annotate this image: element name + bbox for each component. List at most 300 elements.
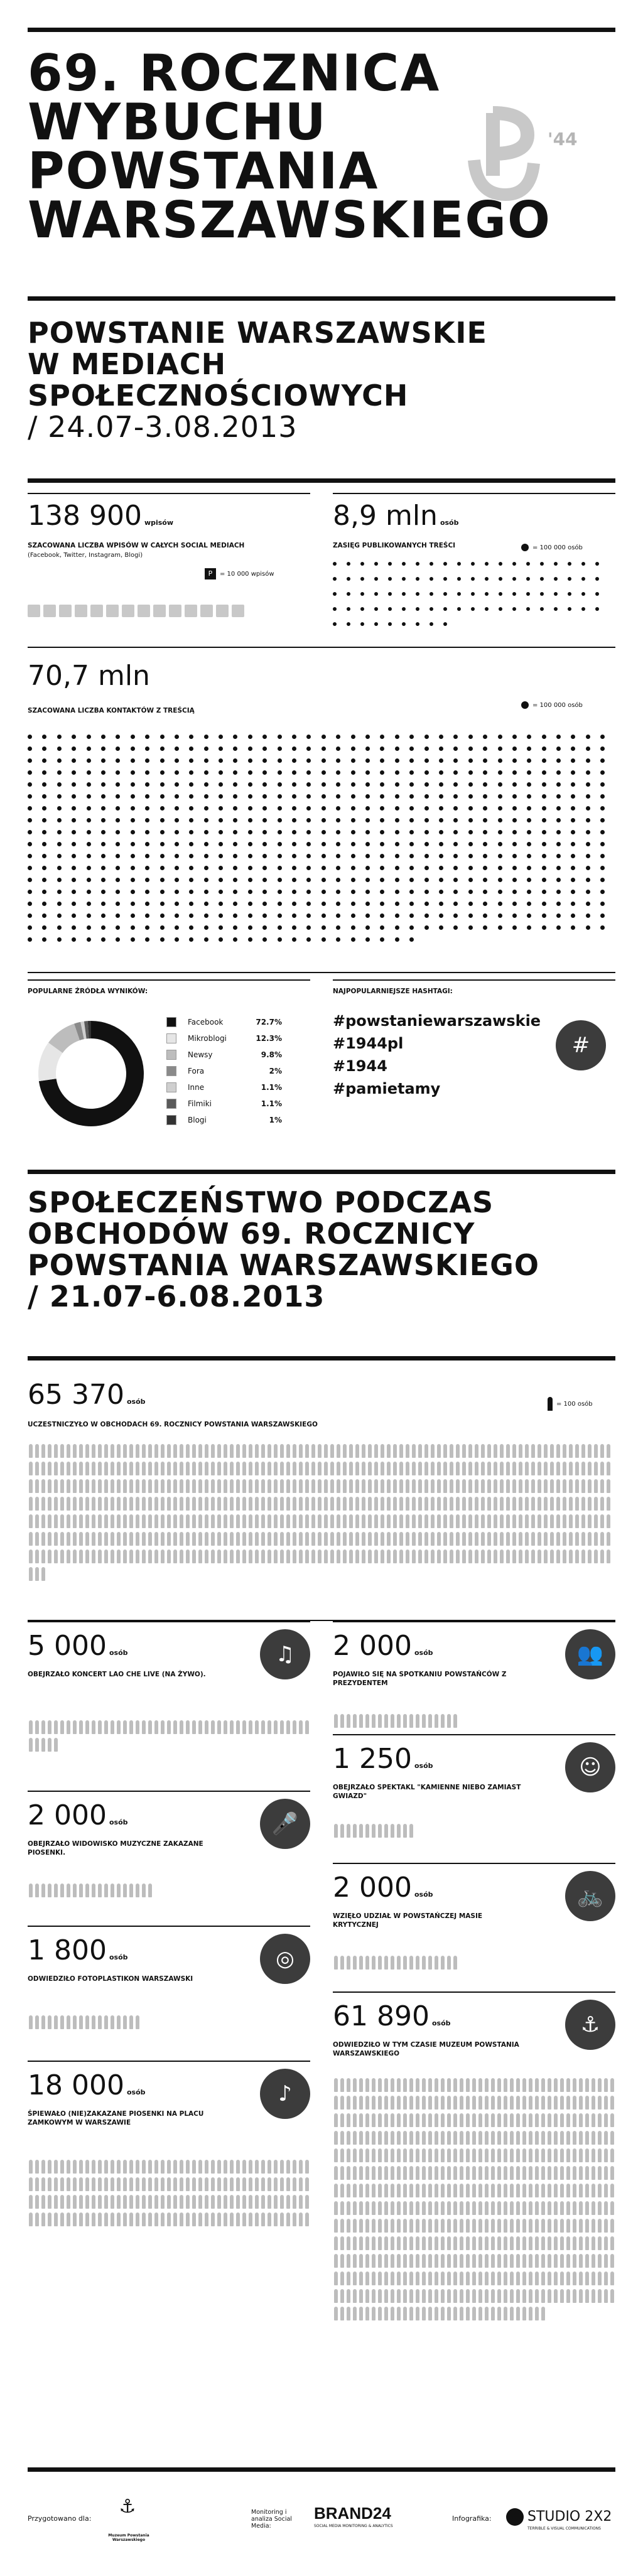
person-icon: [399, 1549, 403, 1563]
person-icon: [85, 1549, 89, 1563]
contact-unit-icon: [87, 854, 91, 858]
contact-unit-icon: [586, 866, 590, 870]
contact-unit-icon: [248, 782, 252, 787]
person-icon: [343, 1479, 347, 1493]
person-icon: [397, 2096, 401, 2110]
contact-unit-icon: [527, 794, 531, 799]
person-icon: [472, 2096, 476, 2110]
person-icon: [535, 2113, 539, 2127]
contact-unit-icon: [571, 770, 575, 775]
contact-unit-icon: [483, 890, 487, 894]
source-row: [166, 1096, 282, 1112]
person-icon: [422, 2078, 426, 2092]
person-icon: [535, 2272, 539, 2285]
contact-unit-icon: [72, 925, 76, 930]
contact-unit-icon: [600, 925, 605, 930]
person-icon: [472, 2307, 476, 2320]
contact-unit-icon: [306, 878, 311, 882]
person-icon: [594, 1444, 598, 1458]
person-icon: [255, 1532, 259, 1546]
block-stat: [28, 2069, 146, 2101]
person-icon: [347, 2166, 350, 2180]
contact-unit-icon: [248, 854, 252, 858]
person-icon: [399, 1532, 403, 1546]
person-icon: [343, 1549, 347, 1563]
contact-unit-icon: [556, 818, 561, 822]
contact-unit-icon: [233, 937, 237, 942]
person-icon: [48, 2195, 51, 2209]
divider: [333, 1863, 615, 1864]
contact-unit-icon: [527, 902, 531, 906]
person-icon: [485, 2272, 489, 2285]
person-icon: [522, 2289, 526, 2303]
reach-stat: [333, 502, 458, 530]
contact-unit-icon: [160, 818, 165, 822]
person-icon: [594, 1549, 598, 1563]
person-icon: [412, 1532, 416, 1546]
person-icon: [378, 1824, 382, 1838]
person-icon: [428, 2236, 432, 2250]
contact-unit-icon: [527, 770, 531, 775]
person-icon: [249, 1479, 252, 1493]
block-stat: [333, 2000, 451, 2032]
divider: [28, 647, 615, 648]
person-icon: [510, 2289, 514, 2303]
person-icon: [531, 1479, 535, 1493]
person-icon: [441, 2096, 445, 2110]
person-icon: [554, 2113, 558, 2127]
contact-unit-icon: [248, 902, 252, 906]
hashtags-title: NAJPOPULARNIEJSZE HASHTAGI:: [333, 988, 453, 995]
person-icon: [548, 1397, 553, 1411]
contact-unit-icon: [468, 782, 473, 787]
person-icon: [236, 1720, 240, 1734]
person-icon: [548, 2236, 551, 2250]
contact-unit-icon: [72, 854, 76, 858]
person-icon: [372, 2096, 376, 2110]
contact-unit-icon: [175, 782, 179, 787]
contact-unit-icon: [101, 746, 105, 751]
person-icon: [249, 1444, 252, 1458]
reach-unit-icon: [402, 562, 406, 566]
divider: [28, 493, 310, 494]
person-icon: [466, 2166, 470, 2180]
contact-unit-icon: [145, 818, 149, 822]
person-icon: [362, 1479, 365, 1493]
reach-unit-icon: [471, 592, 475, 596]
person-icon: [123, 1479, 127, 1493]
contact-unit-icon: [42, 842, 46, 846]
person-icon: [519, 1497, 522, 1511]
person-icon: [516, 2148, 520, 2162]
person-icon: [192, 2212, 196, 2226]
person-icon: [305, 1720, 309, 1734]
person-icon: [506, 1497, 510, 1511]
person-icon: [447, 1956, 451, 1970]
contact-unit-icon: [322, 758, 326, 763]
reach-unit-icon: [554, 592, 558, 596]
person-icon: [403, 2148, 407, 2162]
person-icon: [372, 1956, 376, 1970]
person-icon: [409, 2096, 413, 2110]
person-icon: [334, 2078, 338, 2092]
contact-unit-icon: [219, 746, 223, 751]
contact-unit-icon: [542, 854, 546, 858]
contact-unit-icon: [306, 818, 311, 822]
reach-unit-icon: [581, 577, 585, 581]
person-icon: [504, 2219, 507, 2233]
reach-unit-icon: [374, 607, 378, 611]
person-icon: [416, 2113, 419, 2127]
person-icon: [466, 2254, 470, 2268]
contact-unit-icon: [365, 782, 370, 787]
person-icon: [29, 2212, 33, 2226]
person-icon: [148, 1532, 152, 1546]
person-icon: [274, 2195, 278, 2209]
person-icon: [104, 1532, 108, 1546]
person-icon: [531, 1444, 535, 1458]
contact-unit-icon: [101, 854, 105, 858]
contact-unit-icon: [453, 818, 458, 822]
person-icon: [324, 1514, 328, 1528]
person-icon: [180, 1514, 183, 1528]
person-icon: [54, 1497, 58, 1511]
contact-unit-icon: [219, 782, 223, 787]
contact-unit-icon: [483, 746, 487, 751]
person-icon: [478, 2184, 482, 2197]
person-icon: [267, 1479, 271, 1493]
person-icon: [384, 1956, 388, 1970]
person-icon: [372, 2148, 376, 2162]
reach-caption: ZASIĘG PUBLIKOWANYCH TREŚCI: [333, 542, 456, 549]
person-icon: [478, 2166, 482, 2180]
person-icon: [79, 1532, 83, 1546]
person-icon: [330, 1514, 334, 1528]
person-icon: [198, 1462, 202, 1475]
person-icon: [117, 2015, 121, 2029]
hashtag: #pamietamy: [333, 1080, 441, 1097]
person-icon: [506, 1462, 510, 1475]
contact-unit-icon: [131, 854, 135, 858]
contact-unit-icon: [204, 878, 208, 882]
person-icon: [67, 2195, 70, 2209]
person-icon: [35, 1514, 39, 1528]
contact-unit-icon: [439, 890, 443, 894]
person-icon: [494, 1532, 497, 1546]
person-icon: [186, 1720, 190, 1734]
person-icon: [435, 2201, 438, 2215]
person-icon: [535, 2184, 539, 2197]
contact-unit-icon: [556, 866, 561, 870]
person-icon: [516, 2096, 520, 2110]
contact-unit-icon: [28, 878, 32, 882]
contact-unit-icon: [57, 854, 62, 858]
person-icon: [267, 1514, 271, 1528]
person-icon: [466, 2096, 470, 2110]
person-icon: [129, 1444, 133, 1458]
contact-unit-icon: [28, 854, 32, 858]
person-icon: [548, 2201, 551, 2215]
contact-unit-icon: [395, 794, 399, 799]
person-icon: [29, 1532, 33, 1546]
contact-unit-icon: [28, 890, 32, 894]
person-icon: [466, 2201, 470, 2215]
contact-unit-icon: [189, 818, 193, 822]
person-icon: [129, 1497, 133, 1511]
person-icon: [359, 2289, 363, 2303]
person-icon: [92, 2212, 95, 2226]
person-icon: [391, 2096, 394, 2110]
person-icon: [485, 2096, 489, 2110]
contact-unit-icon: [600, 830, 605, 834]
participants-stat: [28, 1381, 146, 1409]
person-icon: [462, 1497, 466, 1511]
person-icon: [381, 1444, 384, 1458]
person-icon: [334, 1714, 338, 1728]
person-icon: [422, 1714, 426, 1728]
person-icon: [510, 2272, 514, 2285]
block-value: 2 000: [28, 1799, 107, 1831]
contact-unit-icon: [424, 878, 429, 882]
person-icon: [161, 1720, 165, 1734]
person-icon: [569, 1479, 573, 1493]
reach-unit-icon: [443, 562, 447, 566]
contact-unit-icon: [351, 758, 355, 763]
person-icon: [579, 2148, 583, 2162]
person-icon: [35, 1532, 39, 1546]
contact-unit-icon: [175, 735, 179, 739]
person-icon: [205, 1720, 208, 1734]
person-icon: [198, 1720, 202, 1734]
contact-unit-icon: [600, 854, 605, 858]
person-icon: [98, 1549, 102, 1563]
person-icon: [585, 2131, 589, 2145]
person-icon: [60, 1514, 64, 1528]
person-icon: [563, 1497, 566, 1511]
person-icon: [142, 1720, 146, 1734]
contact-unit-icon: [527, 782, 531, 787]
person-icon: [579, 2289, 583, 2303]
contact-unit-icon: [72, 842, 76, 846]
person-icon: [424, 1514, 428, 1528]
person-icon: [422, 2289, 426, 2303]
person-icon: [211, 2160, 215, 2174]
person-icon: [129, 2195, 133, 2209]
person-icon: [441, 2131, 445, 2145]
person-icon: [453, 2096, 457, 2110]
person-icon: [92, 1462, 95, 1475]
contact-unit-icon: [351, 818, 355, 822]
contact-unit-icon: [131, 746, 135, 751]
person-icon: [384, 2272, 388, 2285]
reach-unit-icon: [595, 607, 599, 611]
contact-unit-icon: [101, 842, 105, 846]
person-icon: [610, 2166, 614, 2180]
person-icon: [581, 1514, 585, 1528]
person-icon: [600, 1479, 604, 1493]
person-icon: [54, 1462, 58, 1475]
contact-unit-icon: [57, 866, 62, 870]
person-icon: [180, 1532, 183, 1546]
person-icon: [324, 1462, 328, 1475]
person-icon: [67, 2015, 70, 2029]
person-icon: [491, 2131, 495, 2145]
contact-unit-icon: [101, 794, 105, 799]
contact-unit-icon: [395, 746, 399, 751]
contact-unit-icon: [189, 770, 193, 775]
person-icon: [585, 2148, 589, 2162]
contact-unit-icon: [262, 925, 267, 930]
person-icon: [347, 2201, 350, 2215]
person-icon: [359, 2078, 363, 2092]
person-icon: [387, 1444, 391, 1458]
person-icon: [592, 2201, 595, 2215]
person-icon: [403, 2166, 407, 2180]
person-icon: [242, 1479, 246, 1493]
person-icon: [148, 2212, 152, 2226]
person-icon: [340, 2307, 344, 2320]
person-icon: [453, 2219, 457, 2233]
contact-unit-icon: [527, 746, 531, 751]
person-icon: [236, 1497, 240, 1511]
contact-unit-icon: [189, 878, 193, 882]
person-icon: [592, 2166, 595, 2180]
person-icon: [353, 2113, 357, 2127]
reach-unit-icon: [540, 577, 544, 581]
person-icon: [573, 2201, 576, 2215]
person-icon: [41, 1883, 45, 1897]
block-caption: OBEJRZAŁO WIDOWISKO MUZYCZNE ZAKAZANE PIOSENKI.: [28, 1840, 203, 1857]
contact-unit-icon: [409, 818, 414, 822]
person-icon: [604, 2078, 608, 2092]
divider: [333, 1991, 615, 1993]
reach-unit-icon: [347, 607, 350, 611]
person-icon: [111, 2195, 114, 2209]
person-icon: [365, 2272, 369, 2285]
contact-unit-icon: [395, 818, 399, 822]
person-icon: [399, 1497, 403, 1511]
person-icon: [378, 2184, 382, 2197]
person-icon: [224, 1532, 227, 1546]
contact-unit-icon: [175, 937, 179, 942]
person-icon: [249, 1497, 252, 1511]
person-icon: [305, 1462, 309, 1475]
person-icon: [428, 2307, 432, 2320]
person-icon: [466, 2289, 470, 2303]
contact-unit-icon: [145, 735, 149, 739]
reach-unit-icon: [416, 577, 419, 581]
person-icon: [541, 2289, 545, 2303]
person-icon: [167, 1532, 171, 1546]
person-icon: [280, 1532, 284, 1546]
person-icon: [387, 1462, 391, 1475]
contact-unit-icon: [292, 902, 296, 906]
person-icon: [280, 1444, 284, 1458]
contact-unit-icon: [175, 925, 179, 930]
person-icon: [384, 2219, 388, 2233]
person-icon: [531, 1514, 535, 1528]
person-icon: [123, 2160, 127, 2174]
person-icon: [123, 2212, 127, 2226]
contact-unit-icon: [439, 878, 443, 882]
person-icon: [359, 2184, 363, 2197]
contact-unit-icon: [380, 902, 384, 906]
person-icon: [359, 2096, 363, 2110]
person-icon: [192, 1514, 196, 1528]
person-icon: [478, 2254, 482, 2268]
person-icon: [397, 2166, 401, 2180]
person-icon: [579, 2254, 583, 2268]
contact-unit-icon: [28, 842, 32, 846]
person-icon: [485, 2148, 489, 2162]
person-icon: [592, 2272, 595, 2285]
contact-unit-icon: [322, 794, 326, 799]
contact-unit-icon: [101, 806, 105, 811]
person-icon: [353, 1824, 357, 1838]
person-icon: [500, 1497, 504, 1511]
person-icon: [378, 1956, 382, 1970]
person-icon: [123, 2195, 127, 2209]
contact-unit-icon: [468, 866, 473, 870]
person-icon: [353, 2201, 357, 2215]
person-icon: [167, 1514, 171, 1528]
person-icon: [475, 1479, 478, 1493]
contact-unit-icon: [365, 913, 370, 918]
person-icon: [85, 2195, 89, 2209]
person-icon: [453, 2236, 457, 2250]
person-icon: [535, 2148, 539, 2162]
person-icon: [29, 2195, 33, 2209]
person-icon: [416, 2184, 419, 2197]
reach-icon-grid: [333, 562, 615, 626]
person-icon: [519, 1444, 522, 1458]
person-icon: [161, 1514, 165, 1528]
person-icon: [497, 2131, 501, 2145]
person-icon: [111, 1497, 114, 1511]
person-icon: [485, 2219, 489, 2233]
post-unit-icon: [106, 605, 119, 617]
contact-unit-icon: [600, 818, 605, 822]
person-icon: [512, 1514, 516, 1528]
contacts-value: 70,7 mln: [28, 660, 150, 692]
contact-unit-icon: [351, 735, 355, 739]
contact-unit-icon: [365, 758, 370, 763]
contact-unit-icon: [292, 878, 296, 882]
person-icon: [173, 1462, 177, 1475]
person-icon: [391, 2289, 394, 2303]
contact-unit-icon: [101, 818, 105, 822]
person-icon: [485, 2131, 489, 2145]
person-icon: [173, 1532, 177, 1546]
person-icon: [573, 2236, 576, 2250]
person-icon: [136, 2195, 139, 2209]
person-icon: [403, 2131, 407, 2145]
contact-unit-icon: [101, 937, 105, 942]
person-icon: [192, 1479, 196, 1493]
person-icon: [359, 2131, 363, 2145]
person-icon: [447, 2201, 451, 2215]
person-icon: [548, 2254, 551, 2268]
person-icon: [554, 2254, 558, 2268]
person-icon: [378, 2236, 382, 2250]
person-icon: [136, 1720, 139, 1734]
contact-unit-icon: [189, 925, 193, 930]
footer-infographic: Infografika:: [452, 2514, 492, 2523]
person-icon: [136, 2212, 139, 2226]
person-icon: [485, 2201, 489, 2215]
person-icon: [324, 1444, 328, 1458]
contact-unit-icon: [542, 746, 546, 751]
